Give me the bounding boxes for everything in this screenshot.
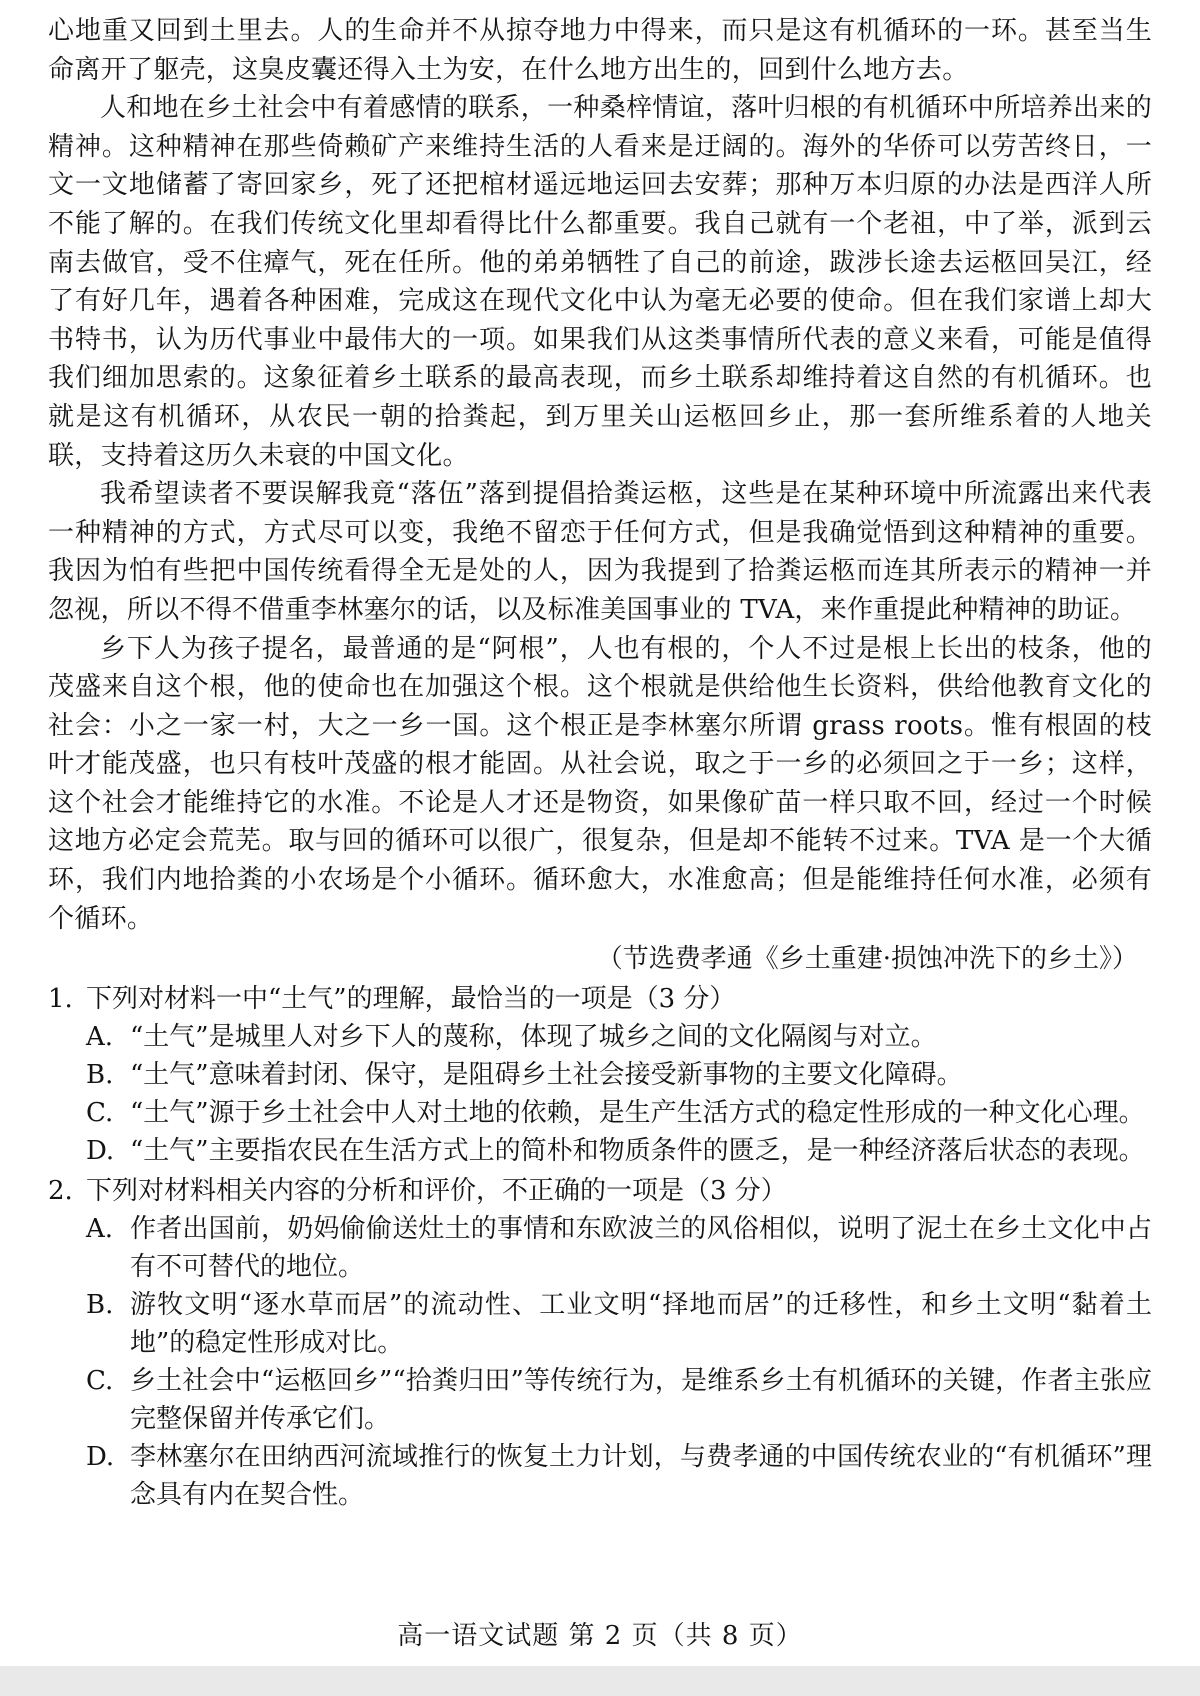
option-c — [48, 1362, 1152, 1438]
option-label: A. — [86, 1214, 114, 1245]
option-a — [48, 1210, 1152, 1286]
option-label: A. — [86, 1022, 114, 1053]
option-d — [48, 1438, 1152, 1514]
question-stem — [48, 1172, 1152, 1210]
passage-paragraph: 人和地在乡土社会中有着感情的联系，一种桑梓情谊，落叶归根的有机循环中所培养出来的精神。这种精神在那些倚赖矿产来维持生活的人看来是迂阔的。海外的华侨可以劳苦终日，一文一文地储蓄了寄回家乡，死了还把棺材遥远地运回去安葬；那种万本归原的办法是西洋人所不能了解的。在我们传统文化里却看得比什么都重要。我自己就有一个老祖，中了举，派到云南去做官，受不住瘴气，死在任所。他的弟弟牺牲了自己的前途，跋涉长途去运柩回吴江，经了有好几年，遇着各种困难，完成这在现代文化中认为毫无必要的使命。但在我们家谱上却大书特书，认为历代事业中最伟大的一项。如果我们从这类事情所代表的意义来看，可能是值得我们细加思索的。这象征着乡土联系的最高表现，而乡土联系却维持着这自然的有机循环。也就是这有机循环，从农民一朝的拾粪起，到万里关山运柩回乡止，那一套所维系着的人地关联，支持着这历久未衰的中国文化。 — [48, 93, 1153, 471]
option-text: 作者出国前，奶妈偷偷送灶土的事情和东欧波兰的风俗相似，说明了泥土在乡土文化中占有不可替代的地位。 — [130, 1214, 1152, 1283]
option-text: “土气”主要指农民在生活方式上的简朴和物质条件的匮乏，是一种经济落后状态的表现。 — [130, 1136, 1145, 1167]
option-c — [48, 1094, 1152, 1132]
passage-source: （节选费孝通《乡土重建·损蚀冲洗下的乡土》） — [596, 944, 1138, 975]
option-label: C. — [86, 1366, 114, 1397]
option-text: 乡土社会中“运柩回乡”“拾粪归田”等传统行为，是维系乡土有机循环的关键，作者主张应完整保留并传承它们。 — [130, 1366, 1152, 1435]
scan-bottom-band — [0, 1666, 1200, 1696]
page-footer: 高一语文试题 第 2 页（共 8 页） — [397, 1621, 803, 1651]
option-label: B. — [86, 1290, 114, 1321]
question-number: 1. — [48, 984, 73, 1015]
question-1 — [48, 980, 1152, 1170]
question-stem — [48, 980, 1152, 1018]
option-d — [48, 1132, 1152, 1170]
option-b — [48, 1056, 1152, 1094]
option-label: C. — [86, 1098, 114, 1129]
question-number: 2. — [48, 1176, 73, 1207]
question-2 — [48, 1172, 1152, 1514]
option-text: “土气”是城里人对乡下人的蔑称，体现了城乡之间的文化隔阂与对立。 — [130, 1022, 937, 1053]
option-text: “土气”意味着封闭、保守，是阻碍乡土社会接受新事物的主要文化障碍。 — [130, 1060, 963, 1091]
passage-paragraph: 我希望读者不要误解我竟“落伍”落到提倡拾粪运柩，这些是在某种环境中所流露出来代表一种精神的方式，方式尽可以变，我绝不留恋于任何方式，但是我确觉悟到这种精神的重要。我因为怕有些把中国传统看得全无是处的人，因为我提到了拾粪运柩而连其所表示的精神一并忽视，所以不得不借重李林塞尔的话，以及标准美国事业的 TVA，来作重提此种精神的助证。 — [48, 479, 1152, 625]
option-label: B. — [86, 1060, 114, 1091]
option-label: D. — [86, 1136, 115, 1167]
option-text: 游牧文明“逐水草而居”的流动性、工业文明“择地而居”的迁移性，和乡土文明“黏着土地”的稳定性形成对比。 — [130, 1290, 1152, 1359]
question-text: 下列对材料相关内容的分析和评价，不正确的一项是（3 分） — [86, 1176, 787, 1207]
option-a — [48, 1018, 1152, 1056]
option-text: 李林塞尔在田纳西河流域推行的恢复土力计划，与费孝通的中国传统农业的“有机循环”理念具有内在契合性。 — [130, 1442, 1152, 1511]
passage-paragraph: 乡下人为孩子提名，最普通的是“阿根”，人也有根的，个人不过是根上长出的枝条，他的茂盛来自这个根，他的使命也在加强这个根。这个根就是供给他生长资料，供给他教育文化的社会：小之一家一村，大之一乡一国。这个根正是李林塞尔所谓 grass roots。惟有根固的枝叶才能茂盛，也只有枝叶茂盛的根才能固。从社会说，取之于一乡的必须回之于一乡；这样，这个社会才能维持它的水准。不论是人才还是物资，如果像矿苗一样只取不回，经过一个时候这地方必定会荒芜。取与回的循环可以很广，很复杂，但是却不能转不过来。TVA 是一个大循环，我们内地拾粪的小农场是个小循环。循环愈大，水准愈高；但是能维持任何水准，必须有个循环。 — [48, 633, 1152, 934]
option-text: “土气”源于乡土社会中人对土地的依赖，是生产生活方式的稳定性形成的一种文化心理。 — [130, 1098, 1145, 1129]
option-label: D. — [86, 1442, 115, 1473]
passage-paragraph: 心地重又回到土里去。人的生命并不从掠夺地力中得来，而只是这有机循环的一环。甚至当生命离开了躯壳，这臭皮囊还得入土为安，在什么地方出生的，回到什么地方去。 — [48, 16, 1152, 85]
question-text: 下列对材料一中“土气”的理解，最恰当的一项是（3 分） — [86, 984, 736, 1015]
option-b — [48, 1286, 1152, 1362]
